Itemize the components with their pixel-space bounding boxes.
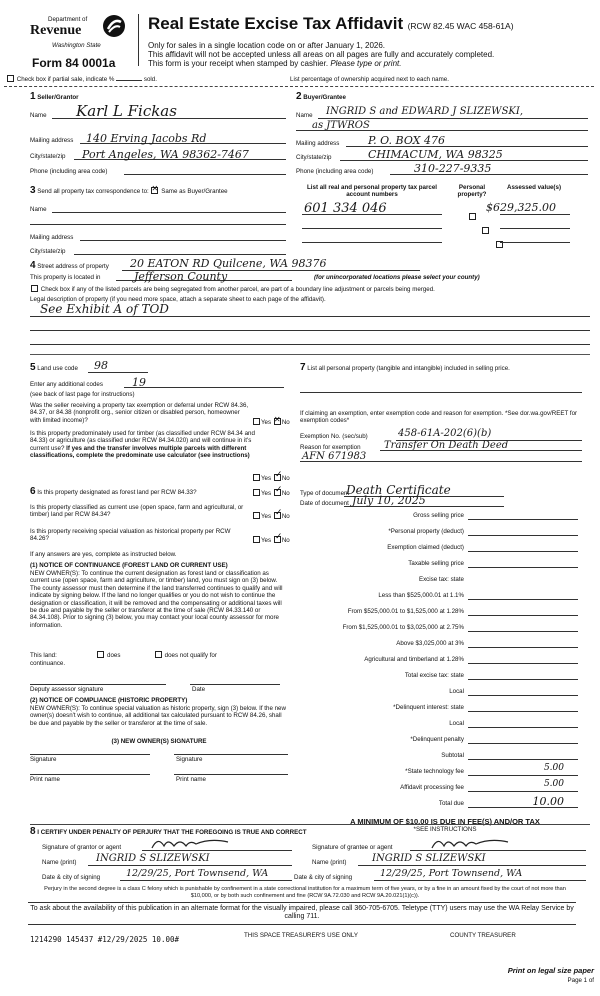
current-use-no-label: No — [281, 513, 290, 520]
parcel-number[interactable]: 601 334 046 — [304, 201, 387, 216]
grantee-date-label: Date & city of signing — [294, 874, 353, 881]
this-land-label: This land: — [30, 652, 57, 659]
agency-name: Revenue — [30, 23, 82, 38]
sig-label-2: Signature — [176, 756, 203, 763]
personal-col-header: Personal property? — [457, 184, 487, 199]
corr-city-label: City/state/zip — [30, 248, 66, 255]
exempt-yn — [252, 418, 290, 426]
same-as-buyer-checkbox[interactable] — [151, 187, 158, 194]
seller-city[interactable]: Port Angeles, WA 98362-7467 — [82, 148, 249, 161]
subtitle-3b: Please type or print. — [330, 59, 402, 68]
tax-row-label: *Delinquent penalty — [410, 736, 464, 743]
tax-calc-table — [300, 512, 590, 840]
partial-sale — [6, 75, 157, 83]
title-text: Real Estate Excise Tax Affidavit — [148, 14, 404, 33]
land-use-num: 5 — [30, 362, 36, 373]
street-address[interactable]: 20 EATON RD Quilcene, WA 98376 — [130, 257, 327, 270]
subtitle-3a: This form is your receipt when stamped by cashier. — [148, 59, 329, 68]
ownership-note: List percentage of ownership acquired next to each name. — [290, 76, 449, 83]
does-checkbox[interactable] — [97, 651, 104, 658]
section4-rule — [30, 354, 590, 355]
subtitle-2: This affidavit will not be accepted unless all areas on all pages are fully and accurately completed. — [148, 50, 495, 59]
tech-fee-value[interactable]: 5.00 — [543, 763, 564, 773]
agency-state: Washington State — [52, 42, 101, 49]
does-not-label: does not qualify for — [164, 652, 217, 659]
tax-row-label: Excise tax: state — [418, 576, 464, 583]
partial-sale-checkbox[interactable] — [7, 75, 14, 82]
personal-property-checkbox-1[interactable] — [469, 213, 476, 220]
grantor-sig-label: Signature of grantor or agent — [42, 844, 122, 851]
current-use-yn — [252, 512, 290, 520]
seller-name[interactable]: Karl L Fickas — [76, 102, 177, 120]
timber-yes-label: Yes — [261, 475, 272, 482]
tax-row-label: Total due — [438, 800, 464, 807]
forest-yes-checkbox[interactable] — [253, 489, 260, 496]
exempt-no-checkbox[interactable] — [274, 418, 281, 425]
grantee-date-city[interactable]: 12/29/25, Port Townsend, WA — [380, 868, 523, 879]
prop-num: 4 — [30, 260, 36, 271]
timber-yes-checkbox[interactable] — [253, 474, 260, 481]
timber-question-text: Is this property predominately used for timber (as classified under RCW 84.34 and 84.33) or agriculture (as classified under RCW 84.34.020) and will continue in it's current use? — [30, 430, 255, 452]
forest-question-text: Is this property designated as forest land per RCW 84.33? — [37, 489, 197, 496]
located-label: This property is located in — [30, 274, 101, 281]
legal-label: Legal description of property (if you need more space, attach a separate sheet to each page of the affidavit). — [30, 296, 326, 303]
seller-heading — [30, 93, 79, 101]
header-divider — [138, 14, 139, 66]
buyer-heading-text: Buyer/Grantee — [303, 94, 346, 101]
partial-sale-label: Check box if partial sale, indicate % — [16, 76, 115, 83]
historic-yn — [252, 536, 290, 544]
segregated-row — [30, 285, 435, 293]
grantor-date-city[interactable]: 12/29/25, Port Townsend, WA — [126, 868, 269, 879]
corr-mailing-label: Mailing address — [30, 234, 74, 241]
grantee-print-name[interactable]: INGRID S SLIZEWSKI — [372, 853, 486, 864]
tax-row-label: Gross selling price — [413, 512, 464, 519]
timber-question — [30, 430, 256, 460]
historic-no-label: No — [281, 537, 290, 544]
notice2-text: NEW OWNER(S): To continue special valuation as historic property, sign (3) below. If the new owner(s) doesn't wish to continue, all additional tax calculated pursuant to RCW 84.26, shall be due and payable by the seller or transferor at the time of sale. — [30, 705, 286, 727]
tax-row-label: From $1,525,000.01 to $3,025,000 at 2.75% — [342, 624, 464, 631]
if-yes-note: If any answers are yes, complete as instructed below. — [30, 551, 177, 558]
historic-yes-label: Yes — [261, 537, 272, 544]
seller-phone-label: Phone (including area code) — [30, 168, 108, 175]
same-as-buyer-label: Same as Buyer/Grantee — [161, 188, 228, 195]
alt-format-notice: To ask about the availability of this publication in an alternate format for the visually impaired, please call 360-705-6705. Teletype (TTY) users may use the WA Relay Service by calling 711. — [28, 902, 576, 925]
historic-yes-checkbox[interactable] — [253, 536, 260, 543]
grantor-date-label: Date & city of signing — [42, 874, 101, 881]
print-legal-note: Print on legal size paper — [507, 966, 594, 975]
buyer-phone-label: Phone (including area code) — [296, 168, 374, 175]
personal-property-heading — [300, 364, 582, 372]
seller-heading-text: Seller/Grantor — [37, 94, 79, 101]
buyer-name-2[interactable]: as JTWROS — [312, 120, 370, 131]
tax-row-label: Affidavit processing fee — [400, 784, 464, 791]
sec7-num: 7 — [300, 362, 306, 373]
notice2-title: (2) NOTICE OF COMPLIANCE (HISTORIC PROPERTY) — [30, 697, 188, 704]
grantee-signature-mark — [430, 834, 520, 852]
subtitle-1: Only for sales in a single location code on or after January 1, 2026. — [148, 41, 386, 50]
parcel-col-header: List all real and personal property tax parcel account numbers — [307, 184, 437, 199]
afn-number[interactable]: AFN 671983 — [302, 451, 367, 462]
corr-num: 3 — [30, 185, 36, 196]
exemption-no-label: Exemption No. (sec/sub) — [300, 433, 368, 440]
exempt-yes-label: Yes — [261, 419, 272, 426]
doc-type-label: Type of document — [300, 490, 350, 497]
processing-fee-value[interactable]: 5.00 — [543, 779, 564, 789]
tax-row-label: Total excise tax: state — [404, 672, 464, 679]
deputy-date-label: Date — [192, 686, 206, 693]
additional-codes-label: Enter any additional codes — [30, 381, 103, 388]
forest-yes-label: Yes — [261, 490, 272, 497]
current-use-no-checkbox[interactable] — [274, 512, 281, 519]
exempt-question: Was the seller receiving a property tax exemption or deferral under RCW 84.36, 84.37, or 84.38 (nonprofit org., senior citizen or disabled person, homeowner with limited income)? — [30, 402, 249, 424]
tax-row-label: *Delinquent interest: state — [393, 704, 464, 711]
form-number: Form 84 0001a — [32, 56, 116, 70]
reason-label: Reason for exemption — [300, 444, 361, 451]
assessed-value[interactable]: $629,325.00 — [486, 201, 556, 214]
exemption-reason[interactable]: Transfer On Death Deed — [384, 440, 509, 451]
seller-city-label: City/state/zip — [30, 153, 66, 160]
current-use-yes-checkbox[interactable] — [253, 512, 260, 519]
header-rule — [4, 86, 594, 87]
tax-row-label: Less than $525,000.01 at 1.1% — [378, 592, 464, 599]
seller-num: 1 — [30, 91, 36, 102]
grantor-signature-mark — [150, 834, 240, 852]
timber-no-label: No — [281, 475, 290, 482]
form-title — [148, 14, 514, 34]
agency-line1: Department of — [48, 16, 88, 23]
tax-row-label: Subtotal — [441, 752, 464, 759]
tax-row-label: Local — [449, 720, 464, 727]
page-number: Page 1 of — [567, 977, 594, 984]
see-back: (see back of last page for instructions) — [30, 391, 135, 398]
seller-name-label: Name — [30, 112, 47, 119]
forest-no-label: No — [281, 490, 290, 497]
current-use-question: Is this property classified as current use (open space, farm and agricultural, or timber) land per RCW 84.34? — [30, 504, 244, 519]
deputy-sig-label: Deputy assessor signature — [30, 686, 104, 693]
exemption-instructions: If claiming an exemption, enter exemption code and reason for exemption. *See dor.wa.gov/REET for exemption codes* — [300, 410, 578, 425]
historic-no-checkbox[interactable] — [274, 536, 281, 543]
segregated-checkbox[interactable] — [31, 285, 38, 292]
forest-yn — [252, 489, 290, 497]
historic-question: Is this property receiving special valuation as historical property per RCW 84.26? — [30, 528, 231, 543]
new-owner-sig-title: (3) NEW OWNER(S) SIGNATURE — [111, 738, 207, 745]
tax-row-label: Exemption claimed (deduct) — [387, 544, 464, 551]
continuance-label: continuance. — [30, 660, 66, 667]
grantee-sig-label: Signature of grantee or agent — [312, 844, 393, 851]
corr-name-label: Name — [30, 206, 47, 213]
unincorporated-note: (for unincorporated locations please select your county) — [314, 274, 480, 281]
timber-yn — [252, 474, 290, 482]
county[interactable]: Jefferson County — [134, 270, 228, 283]
doc-date[interactable]: July 10, 2025 — [352, 494, 426, 507]
assessed-col-header: Assessed value(s) — [507, 184, 561, 191]
doc-date-label: Date of document — [300, 500, 349, 507]
exempt-yes-checkbox[interactable] — [253, 418, 260, 425]
grantor-print-name[interactable]: INGRID S SLIZEWSKI — [96, 853, 210, 864]
certify-text: I CERTIFY UNDER PENALTY OF PERJURY THAT THE FOREGOING IS TRUE AND CORRECT — [37, 829, 307, 836]
treasurer-use: THIS SPACE TREASURER'S USE ONLY — [244, 932, 358, 939]
exemption-no[interactable]: 458-61A-202(6)(b) — [398, 428, 492, 439]
tax-row-label: From $525,000.01 to $1,525,000 at 1.28% — [347, 608, 464, 615]
total-due-value[interactable]: 10.00 — [532, 795, 564, 808]
current-use-yes-label: Yes — [261, 513, 272, 520]
additional-codes[interactable]: 19 — [132, 376, 146, 389]
legal-description[interactable]: See Exhibit A of TOD — [40, 302, 169, 316]
this-land-row — [30, 651, 217, 659]
grantee-name-label: Name (print) — [312, 859, 347, 866]
county-treasurer: COUNTY TREASURER — [450, 932, 516, 939]
sec6-num: 6 — [30, 486, 36, 497]
does-label: does — [107, 652, 121, 659]
exempt-no-label: No — [281, 419, 290, 426]
tax-row-label: Agricultural and timberland at 1.28% — [364, 656, 464, 663]
land-use-code[interactable]: 98 — [94, 359, 108, 372]
receipt-stamp: 1214290 145437 #12/29/2025 10.00# — [30, 935, 180, 944]
timber-no-checkbox[interactable] — [274, 474, 281, 481]
print-name-label-2: Print name — [176, 776, 206, 783]
doc-type[interactable]: Death Certificate — [346, 483, 451, 497]
buyer-name-1[interactable]: INGRID S and EDWARD J SLIZEWSKI, — [326, 106, 524, 117]
street-label-text: Street address of property — [37, 263, 109, 270]
forest-question — [30, 488, 197, 496]
sec8-num: 8 — [30, 826, 36, 837]
land-use-label-text: Land use code — [37, 365, 78, 372]
partial-sale-sold: sold. — [143, 76, 157, 83]
see-instructions: *SEE INSTRUCTIONS — [413, 826, 477, 833]
buyer-city[interactable]: CHIMACUM, WA 98325 — [368, 148, 503, 161]
title-ref: (RCW 82.45 WAC 458-61A) — [407, 21, 514, 31]
buyer-mailing[interactable]: P. O. BOX 476 — [368, 134, 445, 147]
minimum-notice: A MINIMUM OF $10.00 IS DUE IN FEE(S) AND/OR TAX — [350, 817, 540, 826]
subtitle-3 — [148, 60, 401, 69]
dor-emblem-icon — [102, 14, 126, 38]
sec7-heading-text: List all personal property (tangible and intangible) included in selling price. — [307, 365, 510, 372]
buyer-name-label: Name — [296, 112, 313, 119]
personal-property-checkbox-2[interactable] — [482, 227, 489, 234]
segregated-label: Check box if any of the listed parcels are being segregated from another parcel, are part of a boundary line adjustment or parcels being merged. — [40, 286, 435, 293]
notice1-title: (1) NOTICE OF CONTINUANCE (FOREST LAND OR CURRENT USE) — [30, 562, 228, 569]
street-label — [30, 262, 109, 270]
tax-row-label: Above $3,025,000 at 3% — [396, 640, 464, 647]
buyer-city-label: City/state/zip — [296, 154, 332, 161]
notice1-text: NEW OWNER(S): To continue the current designation as forest land or classification as current use (open space, farm and agriculture, or timber) land, you must sign on (3) below. The county assessor must then determine if the land transferred continues to qualify and will indicate by signing below. If the land no longer qualifies or you do not wish to continue the designation or classification, it will be removed and the compensating or additional taxes will be due and payable by the seller or transferor at the time of sale (RCW 84.33.140 or 84.34.108). Prior to signing (3) below, you may contact your local county assessor for more information. — [30, 570, 283, 629]
dor-logo — [6, 12, 130, 56]
perjury-notice: Perjury in the second degree is a class C felony which is punishable by confinement in a state correctional institution for a maximum term of five years, or by a fine in an amount fixed by the court of not more than $10,000, or by both such confinement and fine (RCW 9A.72.030 and RCW 9A.20.021(1)(c)). — [44, 886, 566, 899]
does-not-checkbox[interactable] — [155, 651, 162, 658]
tax-row-label: *State technology fee — [405, 768, 464, 775]
buyer-num: 2 — [296, 91, 302, 102]
forest-no-checkbox[interactable] — [274, 489, 281, 496]
tax-row-label: Local — [449, 688, 464, 695]
tax-row-label: *Personal property (deduct) — [388, 528, 464, 535]
section8-rule — [30, 824, 590, 825]
buyer-heading — [296, 93, 346, 101]
tax-row-label: Taxable selling price — [408, 560, 464, 567]
correspondence-heading — [30, 187, 228, 195]
grantor-name-label: Name (print) — [42, 859, 77, 866]
timber-question-bold: If yes and the transfer involves multiple parcels with different classifications, complete the predominate use calculator (see instructions) — [30, 444, 250, 460]
seller-mailing[interactable]: 140 Erving Jacobs Rd — [86, 132, 207, 145]
buyer-mailing-label: Mailing address — [296, 140, 340, 147]
seller-mailing-label: Mailing address — [30, 137, 74, 144]
land-use-label — [30, 364, 78, 372]
corr-heading-text: Send all property tax correspondence to: — [37, 188, 149, 195]
sig-label-1: Signature — [30, 756, 57, 763]
print-name-label-1: Print name — [30, 776, 60, 783]
buyer-phone[interactable]: 310-227-9335 — [414, 162, 492, 175]
